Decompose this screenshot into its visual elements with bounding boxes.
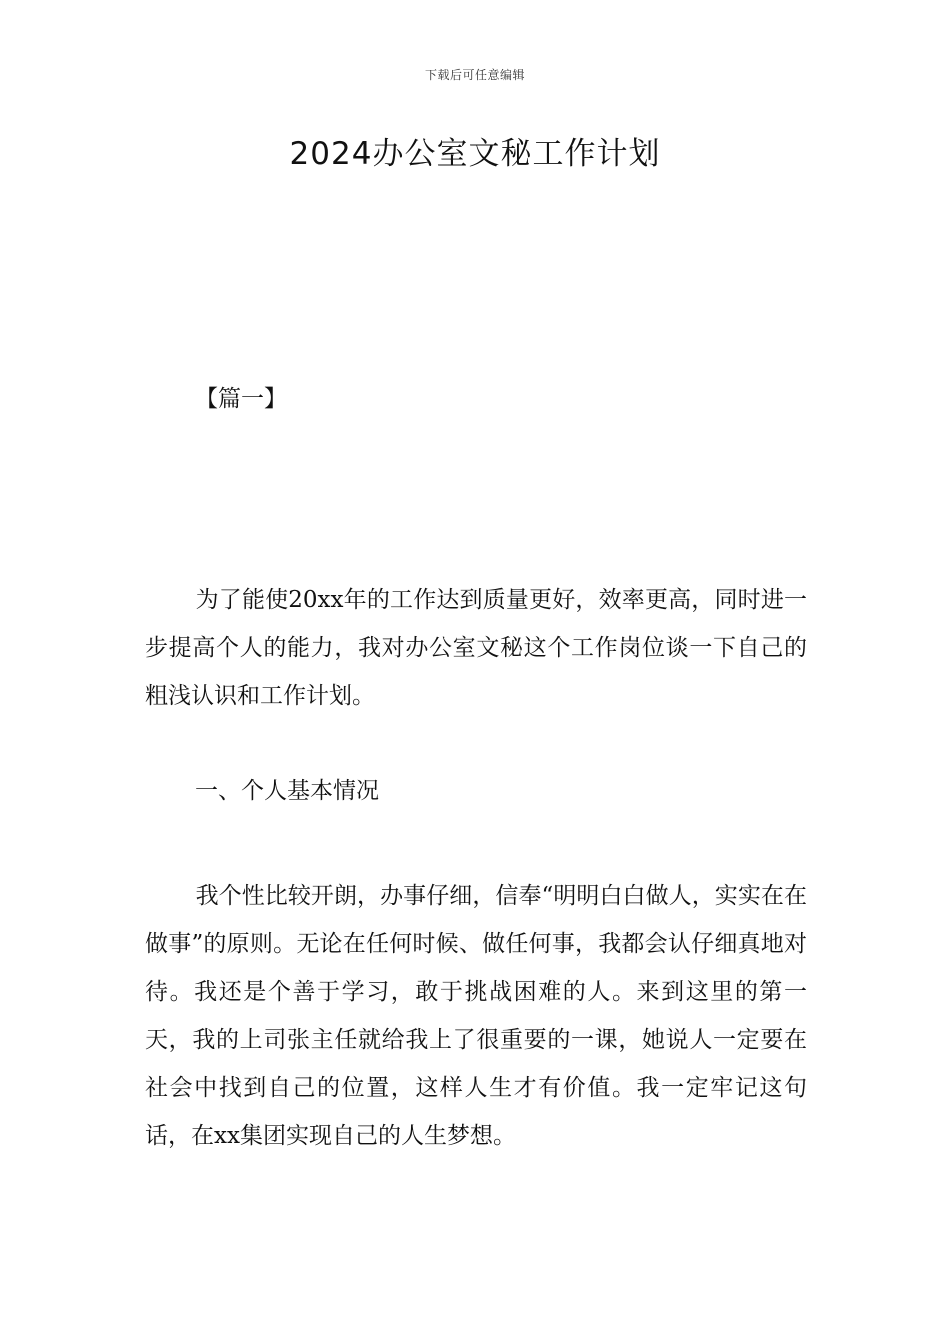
header-note: 下载后可任意编辑 xyxy=(424,68,525,82)
personal-info-paragraph: 我个性比较开朗，办事仔细，信奉“明明白白做人，实实在在做事”的原则。无论在任何时候、做任何事，我都会认仔细真地对待。我还是个善于学习，敢于挑战困难的人。来到这里的第一天，我的上司张主任就给我上了很重要的一课，她说人一定要在社会中找到自己的位置，这样人生才有价值。我一定牢记这句话，在xx集团实现自己的人生梦想。 xyxy=(145,883,807,1149)
section-heading-personal-info: 一、个人基本情况 xyxy=(195,778,379,804)
section-label: 【篇一】 xyxy=(195,386,287,412)
intro-paragraph: 为了能使20xx年的工作达到质量更好，效率更高，同时进一步提高个人的能力，我对办公室文秘这个工作岗位谈一下自己的粗浅认识和工作计划。 xyxy=(145,587,807,709)
document-title: 2024办公室文秘工作计划 xyxy=(289,136,661,172)
